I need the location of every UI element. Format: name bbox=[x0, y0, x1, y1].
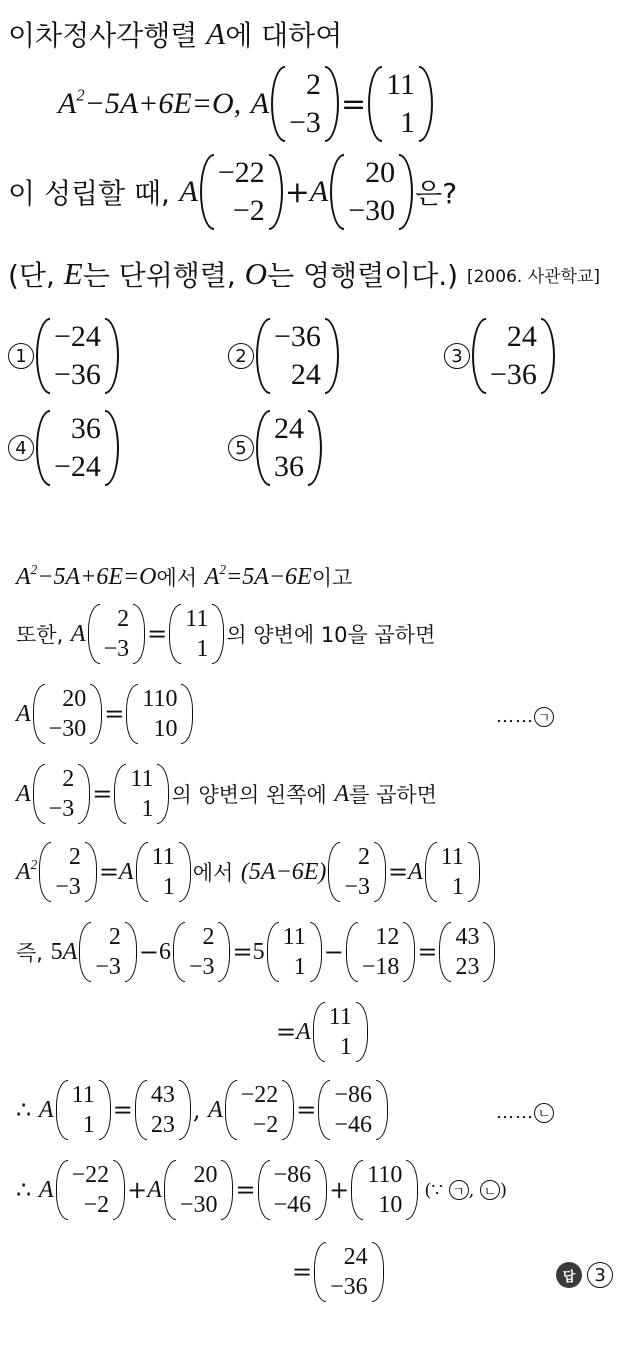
column-vector: 2 −3 bbox=[79, 922, 137, 982]
choice-mark-2: 2 bbox=[228, 343, 254, 369]
solution-line-5: $A^2$ 2 −3 = A 11 1 에서 (5A−6E) 2 −3 = A 11 1 bbox=[16, 842, 482, 902]
column-vector: −86 −46 bbox=[318, 1080, 388, 1140]
choice-5[interactable] bbox=[228, 410, 324, 486]
column-vector: 11 1 bbox=[56, 1080, 111, 1140]
solution-line-1: $A^2-5A+6E=O$ 에서 $A^2=5A-6E$ 이고 bbox=[16, 561, 353, 590]
choice-mark-4: 4 bbox=[8, 435, 34, 461]
answer-badge: 답 bbox=[556, 1262, 582, 1288]
matrix-vec-d: 20 −30 bbox=[330, 154, 413, 230]
column-vector: −86 −46 bbox=[258, 1160, 328, 1220]
column-vector: 2 −3 bbox=[39, 842, 97, 902]
choice-mark-5: 5 bbox=[228, 435, 254, 461]
matrix-vec-b: 11 1 bbox=[368, 66, 433, 142]
column-vector: 11 1 bbox=[169, 604, 224, 664]
column-vector: 12 −18 bbox=[346, 922, 416, 982]
column-vector: 2 −3 bbox=[88, 604, 146, 664]
matrix-vec-a: 2 −3 bbox=[271, 66, 339, 142]
column-vector: −22 −2 bbox=[225, 1080, 295, 1140]
column-vector: 11 1 bbox=[313, 1002, 368, 1062]
source-label: [2006. 사관학교] bbox=[466, 266, 601, 287]
column-vector: 2 −3 bbox=[33, 764, 91, 824]
solution-line-8: ∴ A 11 1 = 43 23 , A −22 −2 = −86 −46 bbox=[16, 1080, 390, 1140]
column-vector: 43 23 bbox=[439, 922, 495, 982]
problem-note: (단, E 는 단위행렬, O 는 영행렬이다.) [2006. 사관학교] bbox=[8, 256, 601, 292]
solution-line-6: 즉, 5 A 2 −3 − 6 2 −3 = 5 11 1 − 12 −18 = 43 23 bbox=[16, 922, 497, 982]
solution-line-3: A 20 −30 = 110 10 bbox=[16, 684, 195, 744]
column-vector: 43 23 bbox=[135, 1080, 191, 1140]
column-vector: 20 −30 bbox=[164, 1160, 234, 1220]
choice-1[interactable] bbox=[8, 318, 121, 394]
column-vector: 110 10 bbox=[351, 1160, 418, 1220]
problem-intro: 이차정사각행렬 A 에 대하여 bbox=[8, 16, 343, 52]
column-vector: 11 1 bbox=[114, 764, 169, 824]
choice-mark-1: 1 bbox=[8, 343, 34, 369]
choice-mark-3: 3 bbox=[444, 343, 470, 369]
equation-mark-1: …… ㄱ bbox=[496, 706, 554, 727]
answer-mark: 3 bbox=[587, 1262, 613, 1288]
column-vector: 11 1 bbox=[425, 842, 480, 902]
solution-line-7: = A 11 1 bbox=[276, 1002, 370, 1062]
column-vector: 110 10 bbox=[126, 684, 193, 744]
problem-question: 이 성립할 때, A −22 −2 + A 20 −30 은? bbox=[8, 154, 457, 230]
answer bbox=[556, 1262, 613, 1288]
solution-line-2: 또한, A 2 −3 = 11 1 의 양변에 10을 곱하면 bbox=[16, 606, 436, 662]
choice-4[interactable] bbox=[8, 410, 121, 486]
column-vector: 11 1 bbox=[136, 842, 191, 902]
solution-line-9: ∴ A −22 −2 + A 20 −30 = −86 −46 + 110 10 (∵ ㄱ , ㄴ ) bbox=[16, 1162, 508, 1218]
matrix-vec-c: −22 −2 bbox=[200, 154, 283, 230]
column-vector: 24 −36 bbox=[472, 318, 555, 394]
choice-2[interactable] bbox=[228, 318, 341, 394]
column-vector: −36 24 bbox=[256, 318, 339, 394]
column-vector: 24 36 bbox=[256, 410, 322, 486]
column-vector: 11 1 bbox=[267, 922, 322, 982]
problem-condition: $A^2-5A+6E=O$, A 2 −3 = 11 1 bbox=[58, 66, 435, 142]
column-vector: 2 −3 bbox=[328, 842, 386, 902]
column-vector: 20 −30 bbox=[33, 684, 103, 744]
column-vector: 2 −3 bbox=[173, 922, 231, 982]
column-vector: −22 −2 bbox=[56, 1160, 126, 1220]
choice-3[interactable] bbox=[444, 318, 557, 394]
solution-line-4: A 2 −3 = 11 1 의 양변의 왼쪽에 A 를 곱하면 bbox=[16, 766, 437, 822]
column-vector: −24 −36 bbox=[36, 318, 119, 394]
column-vector: 36 −24 bbox=[36, 410, 119, 486]
equation-mark-2: …… ㄴ bbox=[496, 1102, 554, 1123]
solution-line-10: = 24 −36 bbox=[292, 1242, 386, 1302]
condition-equation: $A^2-5A+6E=O$, bbox=[58, 85, 242, 120]
column-vector: 24 −36 bbox=[314, 1242, 384, 1302]
